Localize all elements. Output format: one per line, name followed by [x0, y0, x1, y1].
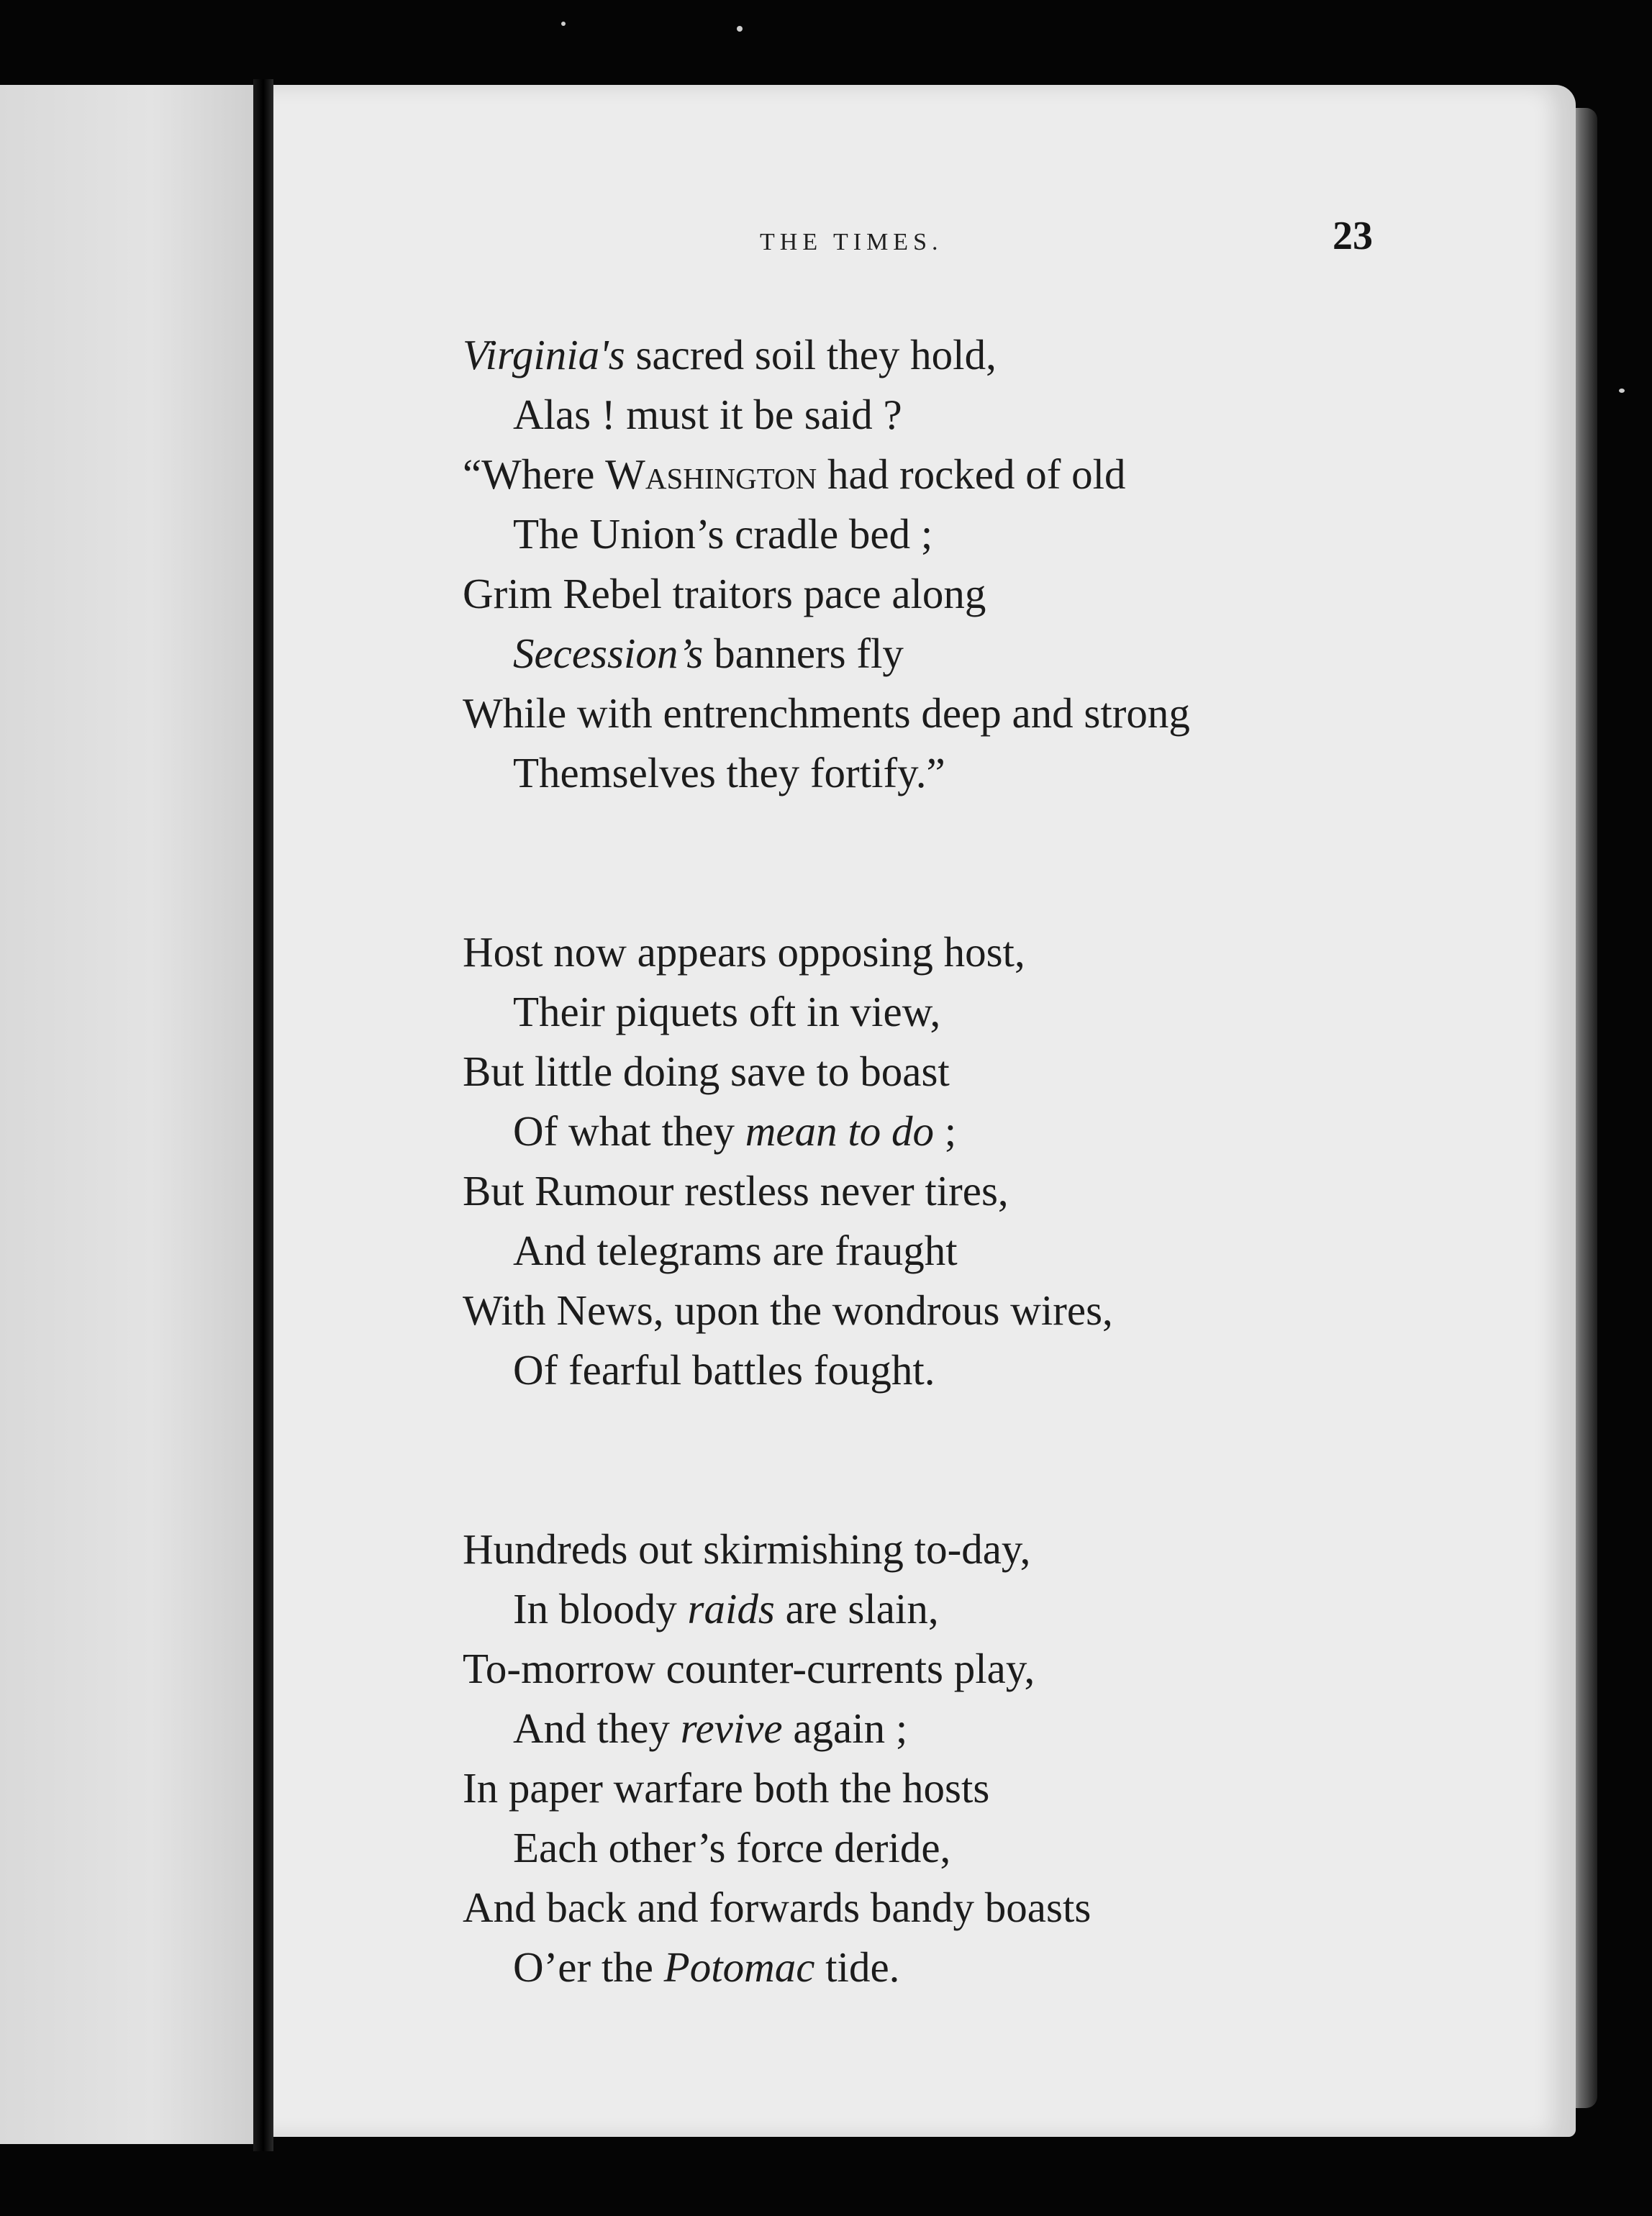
verse-line [463, 504, 1542, 564]
verse-text: O’er the [513, 1943, 664, 1991]
verse-text: And telegrams are fraught [513, 1227, 958, 1274]
verse-text: again ; [782, 1704, 908, 1752]
verse-line [463, 1221, 1542, 1281]
italic-text: raids [687, 1585, 775, 1633]
verse-text: Their piquets oft in view, [513, 988, 941, 1035]
dust-speck [1619, 389, 1625, 393]
small-caps-text: Washington [605, 450, 817, 498]
poem [463, 325, 1542, 2117]
verse-text: are slain, [774, 1585, 939, 1633]
verse-text: While with entrenchments deep and strong [463, 689, 1190, 737]
page-number: 23 [1333, 214, 1373, 258]
verse-line [463, 1161, 1542, 1221]
verse-text: Grim Rebel traitors pace along [463, 570, 986, 617]
verse-text: With News, upon the wondrous wires, [463, 1286, 1113, 1334]
verse-line [463, 564, 1542, 624]
verse-text: “Where [463, 450, 606, 498]
verse-line [463, 445, 1542, 504]
verse-line [463, 1520, 1542, 1579]
italic-text: Potomac [663, 1943, 815, 1991]
verse-line [463, 1699, 1542, 1758]
verse-line [463, 1938, 1542, 1997]
verse-line [463, 1281, 1542, 1340]
verse-text: To-morrow counter-currents play, [463, 1645, 1035, 1692]
verse-line [463, 684, 1542, 743]
italic-text: Secession’s [513, 630, 704, 677]
verse-text: Hundreds out skirmishing to-day, [463, 1525, 1031, 1573]
verse-line [463, 1579, 1542, 1639]
verse-text: Each other’s force deride, [513, 1824, 951, 1871]
verse-line [463, 1102, 1542, 1161]
verse-line [463, 922, 1542, 982]
verse-line [463, 624, 1542, 684]
running-head: THE TIMES. [760, 229, 943, 255]
verse-line [463, 385, 1542, 445]
verse-text: The Union’s cradle bed ; [513, 510, 933, 558]
verse-text: Alas ! must it be said ? [513, 391, 902, 438]
verse-text: Themselves they fortify.” [513, 749, 945, 796]
verse-text: tide. [814, 1943, 900, 1991]
verse-text: banners fly [703, 630, 904, 677]
verse-line [463, 1042, 1542, 1102]
dust-speck [737, 26, 743, 32]
verse-text: Of what they [513, 1107, 745, 1155]
verse-text: And back and forwards bandy boasts [463, 1884, 1092, 1931]
stanza [463, 922, 1542, 1400]
verse-text: And they [513, 1704, 681, 1752]
book-gutter [253, 79, 273, 2151]
dust-speck [561, 22, 566, 26]
verse-text: But little doing save to boast [463, 1048, 950, 1095]
verse-line [463, 325, 1542, 385]
verse-text: But Rumour restless never tires, [463, 1167, 1009, 1214]
verse-text: Host now appears opposing host, [463, 928, 1025, 976]
verse-text: Of fearful battles fought. [513, 1346, 935, 1394]
verse-text: In paper warfare both the hosts [463, 1764, 990, 1812]
italic-text: mean to do [745, 1107, 934, 1155]
verse-line [463, 1340, 1542, 1400]
verse-line [463, 1818, 1542, 1878]
verse-line [463, 1758, 1542, 1818]
stanza [463, 1520, 1542, 1997]
verse-line [463, 982, 1542, 1042]
stanza [463, 325, 1542, 803]
verse-text: ; [933, 1107, 957, 1155]
verse-text: sacred soil they hold, [625, 331, 997, 378]
verse-line [463, 1878, 1542, 1938]
verse-text: In bloody [513, 1585, 688, 1633]
left-page [0, 85, 253, 2144]
verse-text: had rocked of old [817, 450, 1126, 498]
italic-text: revive [680, 1704, 783, 1752]
italic-text: Virginia's [463, 331, 625, 378]
verse-line [463, 743, 1542, 803]
verse-line [463, 1639, 1542, 1699]
